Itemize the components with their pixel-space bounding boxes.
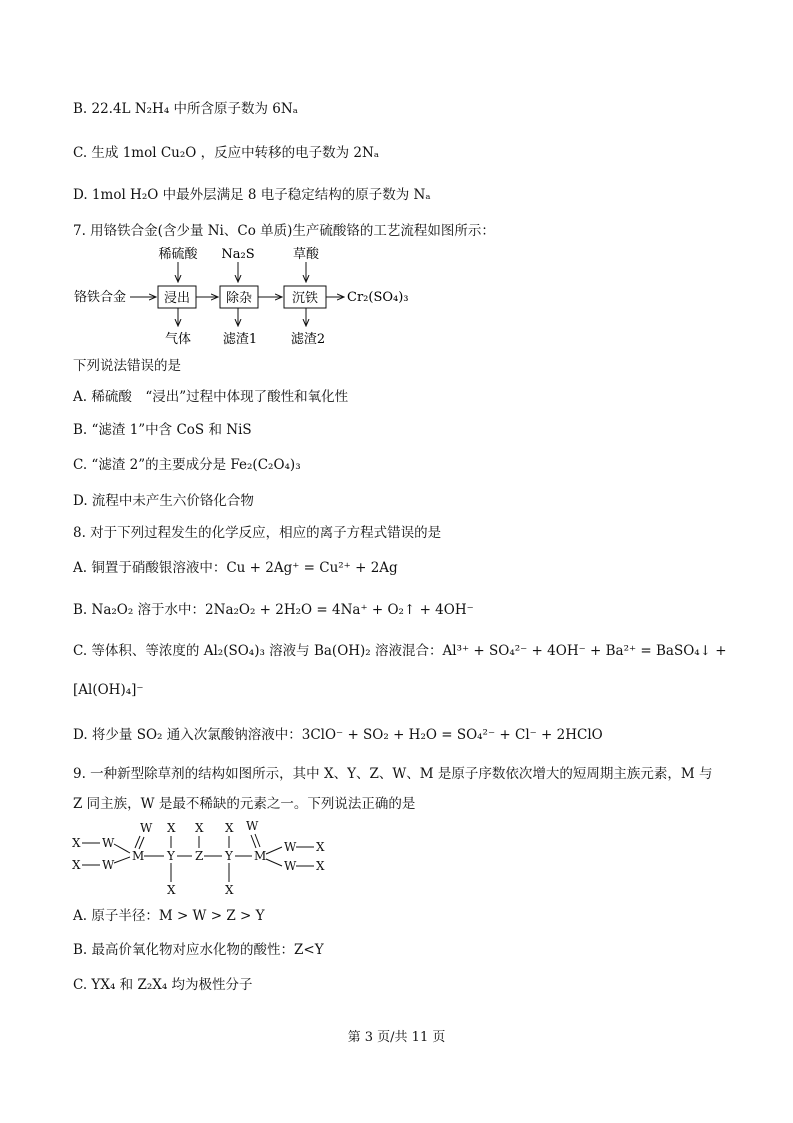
atom-x: X: [195, 821, 204, 835]
atom-y: Y: [225, 849, 233, 863]
atom-w: W: [284, 840, 297, 854]
process-flow-diagram: [70, 244, 450, 352]
option-7d: D. 流程中未产生六价铬化合物: [73, 493, 254, 509]
molecular-structure-diagram: [70, 818, 340, 902]
atom-x: X: [225, 883, 234, 897]
flow-start: 铬铁合金: [74, 290, 127, 305]
question-8: 8. 对于下列过程发生的化学反应，相应的离子方程式错误的是: [73, 525, 442, 541]
atom-z: Z: [195, 849, 204, 863]
atom-w: W: [102, 858, 115, 872]
option-8b: B. Na₂O₂ 溶于水中：2Na₂O₂ + 2H₂O = 4Na⁺ + O₂↑ + 4OH⁻: [73, 602, 474, 618]
flow-step-2: 除杂: [225, 291, 253, 306]
option-9b: B. 最高价氧化物对应水化物的酸性：Z<Y: [73, 942, 324, 958]
flow-product: Cr₂(SO₄)₃: [347, 290, 409, 305]
question-9: 9. 一种新型除草剂的结构如图所示，其中 X、Y、Z、W、M 是原子序数依次增大的短周期主族元素，M 与: [73, 766, 713, 782]
atom-w: W: [284, 859, 297, 873]
option-6d: D. 1mol H₂O 中最外层满足 8 电子稳定结构的原子数为 Nₐ: [73, 187, 431, 203]
flow-output-2: 滤渣1: [222, 332, 258, 347]
flow-input-2: Na₂S: [221, 247, 255, 262]
question-7: 7. 用铬铁合金(含少量 Ni、Co 单质)生产硫酸铬的工艺流程如图所示：: [73, 223, 495, 239]
option-8c: C. 等体积、等浓度的 Al₂(SO₄)₃ 溶液与 Ba(OH)₂ 溶液混合：Al³⁺ + SO₄²⁻ + 4OH⁻ + Ba²⁺ = BaSO₄↓ +: [73, 643, 727, 659]
atom-x: X: [72, 858, 81, 872]
question-9-line2: Z 同主族，W 是最不稀缺的元素之一。下列说法正确的是: [73, 796, 416, 812]
atom-w: W: [140, 821, 153, 835]
option-8c-cont: [Al(OH)₄]⁻: [73, 682, 144, 698]
flow-output-1: 气体: [164, 332, 192, 347]
option-8a: A. 铜置于硝酸银溶液中：Cu + 2Ag⁺ = Cu²⁺ + 2Ag: [73, 560, 398, 576]
option-8d: D. 将少量 SO₂ 通入次氯酸钠溶液中：3ClO⁻ + SO₂ + H₂O = SO₄²⁻ + Cl⁻ + 2HClO: [73, 727, 603, 743]
option-6b: B. 22.4L N₂H₄ 中所含原子数为 6Nₐ: [73, 101, 298, 117]
option-7b: B. “滤渣 1”中含 CoS 和 NiS: [73, 422, 252, 438]
atom-w: W: [246, 819, 259, 833]
flow-step-3: 沉铁: [291, 291, 319, 306]
question-7-stem: 下列说法错误的是: [73, 358, 181, 374]
atom-m: M: [254, 849, 267, 863]
flow-output-3: 滤渣2: [290, 332, 326, 347]
flow-input-3: 草酸: [292, 247, 320, 262]
atom-w: W: [102, 836, 115, 850]
flow-step-1: 浸出: [163, 291, 191, 306]
option-9c: C. YX₄ 和 Z₂X₄ 均为极性分子: [73, 977, 253, 993]
option-7c: C. “滤渣 2”的主要成分是 Fe₂(C₂O₄)₃: [73, 457, 301, 473]
atom-x: X: [316, 859, 325, 873]
atom-x: X: [72, 836, 81, 850]
atom-y: Y: [167, 849, 175, 863]
structure-atoms: [72, 819, 325, 897]
option-9a: A. 原子半径：M > W > Z > Y: [73, 908, 265, 924]
option-6c: C. 生成 1mol Cu₂O ，反应中转移的电子数为 2Nₐ: [73, 145, 380, 161]
atom-x: X: [316, 840, 325, 854]
atom-m: M: [132, 849, 145, 863]
atom-x: X: [167, 821, 176, 835]
flow-input-1: 稀硫酸: [158, 247, 198, 262]
atom-x: X: [167, 883, 176, 897]
atom-x: X: [225, 821, 234, 835]
option-7a: A. 稀硫酸 “浸出”过程中体现了酸性和氧化性: [73, 389, 349, 405]
page-footer: 第 3 页/共 11 页: [347, 1030, 446, 1045]
